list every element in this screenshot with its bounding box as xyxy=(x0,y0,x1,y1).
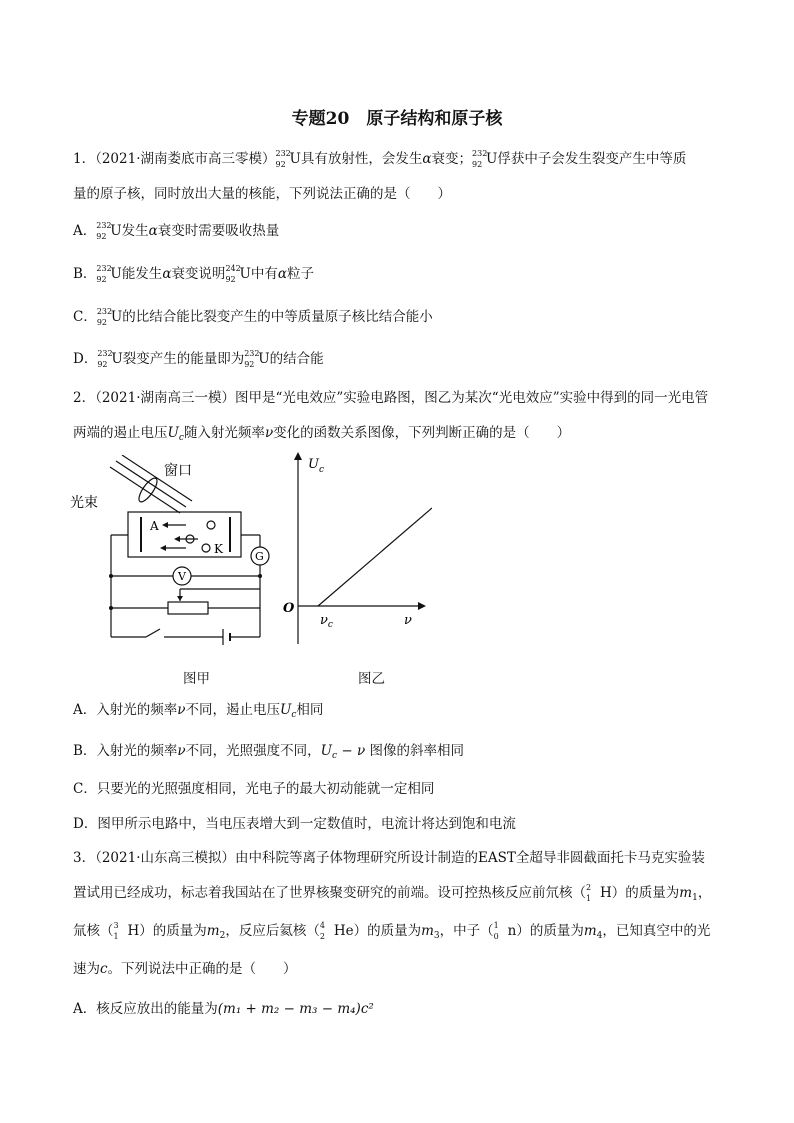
cathode-label: K xyxy=(214,542,223,556)
anode-label: A xyxy=(150,519,159,533)
electron-icon xyxy=(202,544,210,552)
cutoff-label: $\nu_c$ xyxy=(320,613,333,630)
figure-caption-jia: 图甲 xyxy=(183,671,210,687)
y-axis-label: $U_c$ xyxy=(308,457,325,475)
q2-option-b[interactable]: B．入射光的频率ν不同，光照强度不同，$U_c - \nu$ 图像的斜率相同 xyxy=(73,743,464,761)
uc-line xyxy=(318,508,432,606)
q2-option-d[interactable]: D．图甲所示电路中，当电压表增大到一定数值时，电流计将达到饱和电流 xyxy=(73,816,516,832)
q3-stem-line2: 置试用已经成功，标志着我国站在了世界核聚变研究的前端。设可控热核反应前氘核（ 2 1 H）的质量为$m_1$， xyxy=(73,882,712,903)
x-axis-label: ν xyxy=(404,613,412,628)
rheostat xyxy=(168,602,208,614)
q1-stem-line2: 量的原子核，同时放出大量的核能，下列说法正确的是（ ） xyxy=(73,186,451,202)
q2-option-c[interactable]: C．只要光的光照强度相同，光电子的最大初动能就一定相同 xyxy=(73,781,435,797)
uc-nu-graph xyxy=(282,452,432,652)
q3-stem-line1: 3．（2021·山东高三模拟）由中科院等离子体物理研究所设计制造的EAST全超导非圆截面托卡马克实验装 xyxy=(73,850,705,866)
electron-icon xyxy=(207,521,215,529)
q1-option-c[interactable]: C． 232 92 U的比结合能比裂变产生的中等质量原子核比结合能小 xyxy=(73,306,433,327)
circuit-diagram xyxy=(68,455,283,655)
beam-label: 光束 xyxy=(70,495,98,511)
q1-option-a[interactable]: A． 232 92 U发生α衰变时需要吸收热量 xyxy=(73,220,280,241)
q2-stem-line2: 两端的遏止电压$U_c$随入射光频率ν变化的函数关系图像，下列判断正确的是（ ） xyxy=(73,425,571,443)
figure-caption-yi: 图乙 xyxy=(358,671,385,687)
window-lens xyxy=(136,476,160,505)
origin-label: O xyxy=(283,601,295,616)
q3-stem-line4: 速为c。下列说法中正确的是（ ） xyxy=(73,961,297,977)
voltmeter-label: V xyxy=(178,570,186,583)
q3-stem-line3: 氚核（ 3 1 H）的质量为$m_2$，反应后氦核（ 4 2 He）的质量为$m_3$，中子（ 1 0 n）的质量为$m_4$，已知真空中的光 xyxy=(73,920,711,941)
q3-option-a[interactable]: A．核反应放出的能量为(m₁ + m₂ − m₃ − m₄)c² xyxy=(73,1001,374,1017)
q1-option-b[interactable]: B． 232 92 U能发生α衰变说明 242 92 U中有α粒子 xyxy=(73,263,314,284)
q1-stem-line1: 1．（2021·湖南娄底市高三零模） 232 92 U具有放射性，会发生α衰变； 232 92 U俘获中子会发生裂变产生中等质 xyxy=(73,148,687,169)
galvanometer-label: G xyxy=(255,550,264,563)
q2-option-a[interactable]: A．入射光的频率ν不同，遏止电压$U_c$相同 xyxy=(73,702,324,720)
q2-stem-line1: 2．（2021·湖南高三一模）图甲是“光电效应”实验电路图，图乙为某次“光电效应”实验中得到的同一光电管 xyxy=(73,390,709,406)
photocell-tube xyxy=(128,512,241,557)
window-label: 窗口 xyxy=(164,463,192,479)
q1-option-d[interactable]: D． 232 92 U裂变产生的能量即为 232 92 U的结合能 xyxy=(73,348,324,369)
page-title: 专题20 原子结构和原子核 xyxy=(291,109,503,129)
